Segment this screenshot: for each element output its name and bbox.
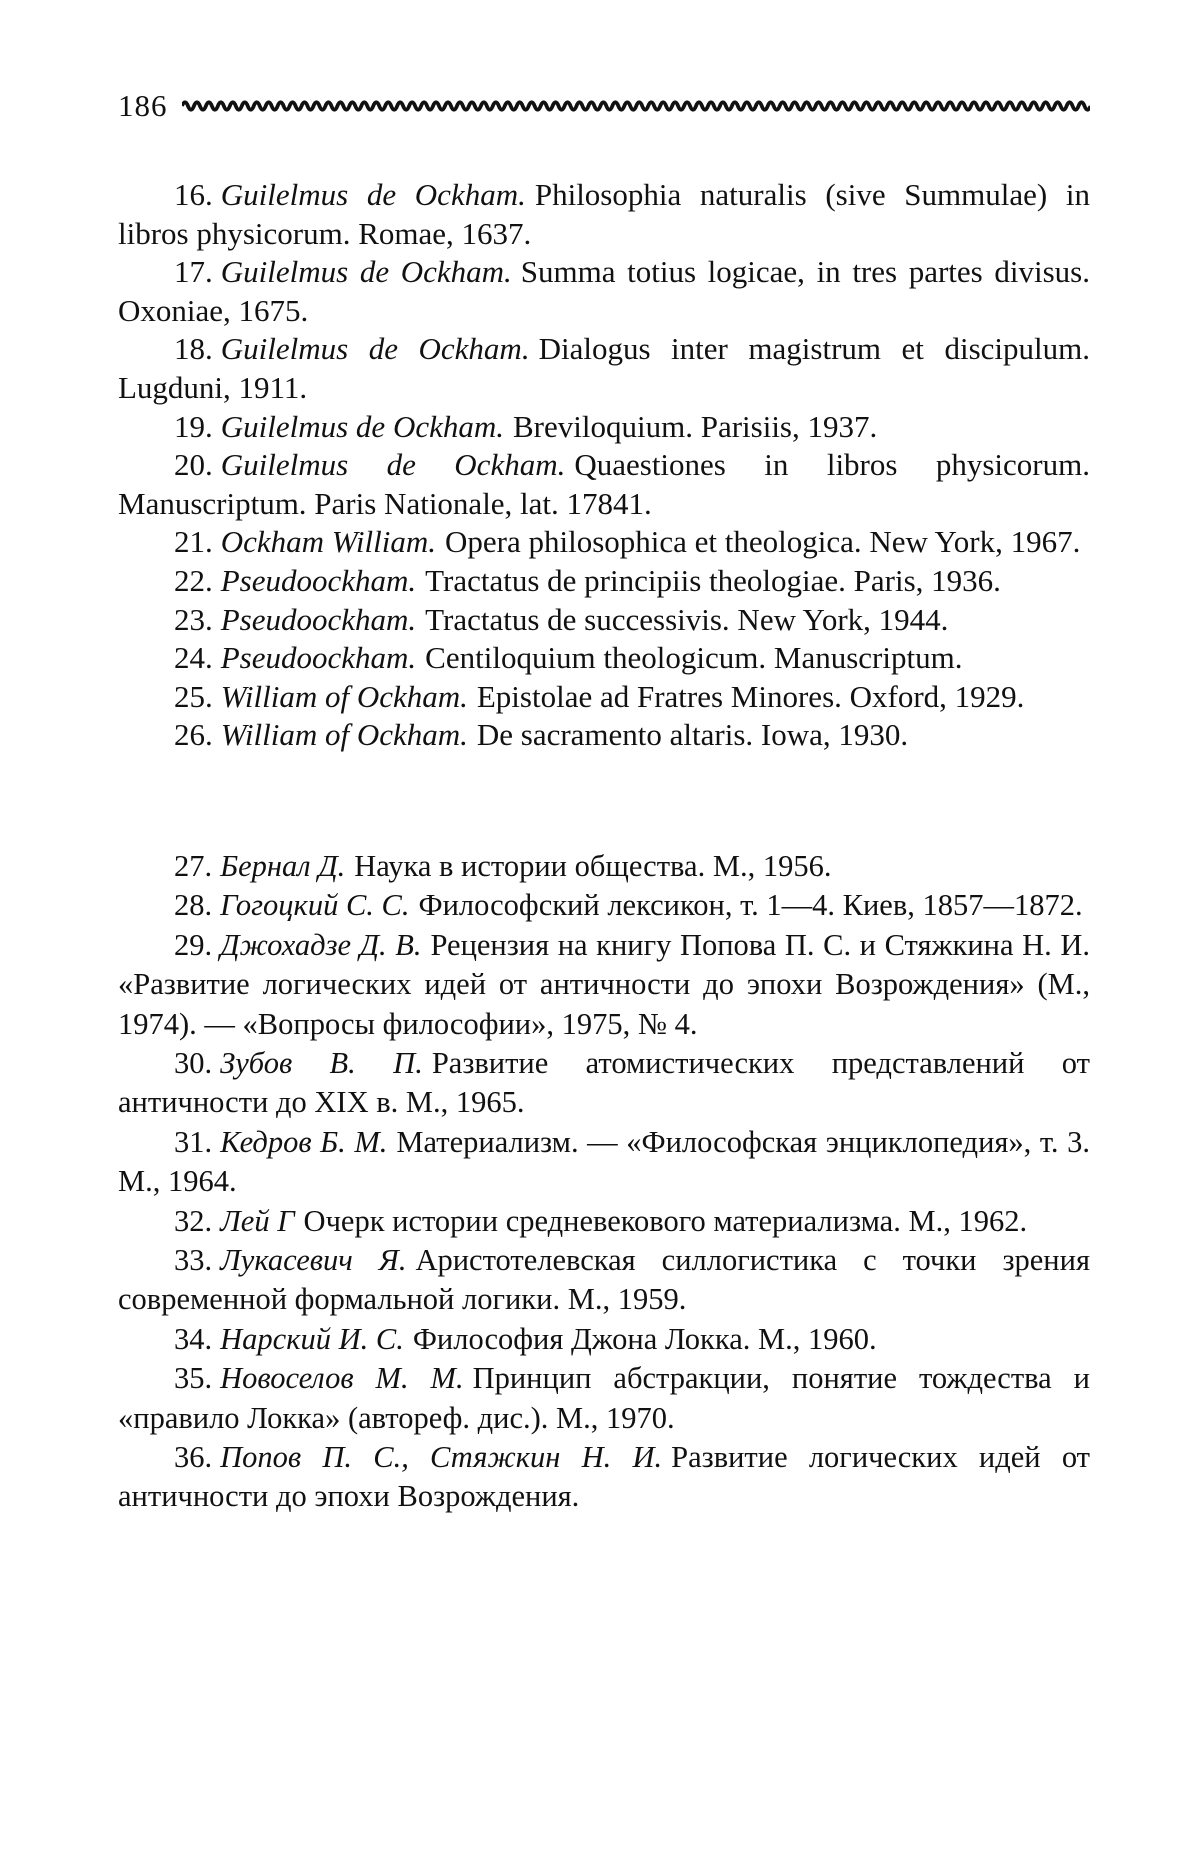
reference-number: 16. — [174, 177, 213, 212]
reference-title: Centiloquium theologicum. Manuscriptum. — [425, 640, 963, 676]
reference-title: Dialogus inter magistrum et discipulum. Lugduni, 1911. — [118, 331, 1090, 405]
wavy-rule-ornament — [182, 97, 1091, 115]
reference-entry — [118, 446, 1090, 523]
reference-title: De sacramento altaris. Iowa, 1930. — [476, 717, 909, 753]
reference-entry — [118, 847, 1090, 886]
reference-author: Джохадзе Д. В. — [220, 927, 422, 962]
section-gap — [118, 755, 1090, 847]
reference-title: Материализм. — «Философская энциклопедия», т. 3. М., 1964. — [118, 1124, 1091, 1199]
reference-number: 25. — [174, 678, 213, 714]
reference-entry — [118, 601, 1090, 640]
reference-author: Зубов В. П. — [220, 1045, 423, 1080]
reference-title: Opera philosophica et theologica. New York, 1967. — [445, 524, 1081, 560]
reference-entry — [118, 176, 1090, 253]
reference-title: Quaestiones in libros physicorum. Manuscriptum. Paris Nationale, lat. 17841. — [118, 447, 1090, 521]
reference-title: Развитие логических идей от античности до эпохи Возрождения. — [118, 1440, 1091, 1514]
reference-author: Pseudoockham. — [220, 640, 417, 676]
reference-number: 20. — [174, 447, 213, 483]
reference-title: Аристотелевская силлогистика с точки зрения современной формальной логики. М., 1959. — [118, 1242, 1090, 1317]
reference-number: 27. — [174, 848, 213, 883]
reference-author: Guilelmus de Ockham. — [220, 447, 566, 483]
reference-number: 30. — [174, 1045, 213, 1080]
reference-author: Guilelmus de Ockham. — [220, 331, 530, 367]
page-header — [118, 86, 1090, 126]
reference-number: 31. — [174, 1124, 213, 1159]
reference-entry — [118, 926, 1090, 1044]
reference-entry — [118, 678, 1090, 717]
reference-author: Гогоцкий С. С. — [220, 888, 410, 923]
reference-entry — [118, 523, 1090, 562]
reference-number: 29. — [174, 927, 213, 962]
book-page — [118, 86, 1090, 1517]
reference-title: Философия Джона Локка. М., 1960. — [412, 1321, 877, 1356]
reference-author: Pseudoockham. — [220, 601, 417, 637]
reference-entry — [118, 1202, 1090, 1241]
reference-author: Нарский И. С. — [220, 1321, 404, 1356]
reference-title: Summa totius logicae, in tres partes divisus. Oxoniae, 1675. — [118, 254, 1090, 328]
reference-title: Принцип абстракции, понятие тождества и «правило Локка» (автореф. дис.). М., 1970. — [118, 1361, 1090, 1435]
reference-number: 32. — [174, 1203, 213, 1238]
reference-title: Tractatus de principiis theologiae. Paris, 1936. — [425, 562, 1001, 598]
reference-title: Философский лексикон, т. 1—4. Киев, 1857—1872. — [418, 888, 1083, 923]
reference-entry — [118, 253, 1090, 330]
reference-author: Guilelmus de Ockham. — [220, 408, 504, 444]
reference-entry — [118, 886, 1090, 925]
reference-title: Philosophia naturalis (sive Summulae) in libros physicorum. Romae, 1637. — [118, 177, 1090, 251]
reference-entry — [118, 330, 1090, 407]
reference-number: 21. — [174, 524, 213, 560]
page-number: 186 — [118, 88, 168, 123]
reference-author: Новоселов М. М. — [220, 1361, 464, 1396]
reference-entry — [118, 1359, 1090, 1438]
reference-title: Очерк истории средневекового материализма. М., 1962. — [303, 1203, 1028, 1238]
reference-author: Guilelmus de Ockham. — [220, 177, 526, 212]
reference-number: 26. — [174, 717, 213, 753]
reference-title: Развитие атомистических представлений от античности до XIX в. М., 1965. — [118, 1045, 1090, 1120]
reference-number: 19. — [174, 408, 213, 444]
reference-entry — [118, 1438, 1090, 1517]
reference-number: 28. — [174, 888, 213, 923]
wavy-rule-icon — [182, 97, 1091, 115]
reference-author: Попов П. С., Стяжкин Н. И. — [220, 1440, 663, 1474]
reference-author: Лукасевич Я. — [220, 1242, 407, 1277]
reference-title: Breviloquium. Parisiis, 1937. — [513, 408, 878, 444]
reference-number: 24. — [174, 640, 213, 676]
reference-number: 22. — [174, 562, 213, 598]
reference-list-latin — [118, 176, 1090, 755]
reference-number: 18. — [174, 331, 213, 367]
reference-entry — [118, 716, 1090, 755]
reference-entry — [118, 408, 1090, 447]
reference-author: William of Ockham. — [220, 678, 468, 714]
reference-list-cyrillic — [118, 847, 1090, 1517]
reference-author: Ockham William. — [220, 524, 436, 560]
reference-title: Epistolae ad Fratres Minores. Oxford, 1929. — [476, 678, 1025, 714]
reference-number: 23. — [174, 601, 213, 637]
reference-title: Рецензия на книгу Попова П. С. и Стяжкина Н. И. «Развитие логических идей от античности до эпохи Возрождения» (М., 1974). — «Вопросы философии», 1975, № 4. — [118, 927, 1090, 1041]
reference-author: Pseudoockham. — [220, 562, 417, 598]
reference-entry — [118, 562, 1090, 601]
reference-entry — [118, 1241, 1090, 1320]
reference-number: 33. — [174, 1242, 213, 1277]
reference-author: William of Ockham. — [220, 717, 468, 753]
reference-title: Наука в истории общества. М., 1956. — [354, 848, 832, 883]
reference-entry — [118, 639, 1090, 678]
reference-author: Лей Г — [220, 1203, 295, 1238]
reference-author: Бернал Д. — [220, 848, 346, 883]
reference-entry — [118, 1123, 1090, 1202]
reference-number: 17. — [174, 254, 213, 290]
reference-entry — [118, 1320, 1090, 1359]
reference-entry — [118, 1044, 1090, 1123]
reference-number: 34. — [174, 1321, 213, 1356]
reference-number: 35. — [174, 1361, 213, 1396]
reference-author: Кедров Б. М. — [220, 1124, 388, 1159]
reference-author: Guilelmus de Ockham. — [220, 254, 512, 290]
reference-number: 36. — [174, 1440, 213, 1474]
reference-title: Tractatus de successivis. New York, 1944. — [425, 601, 949, 637]
